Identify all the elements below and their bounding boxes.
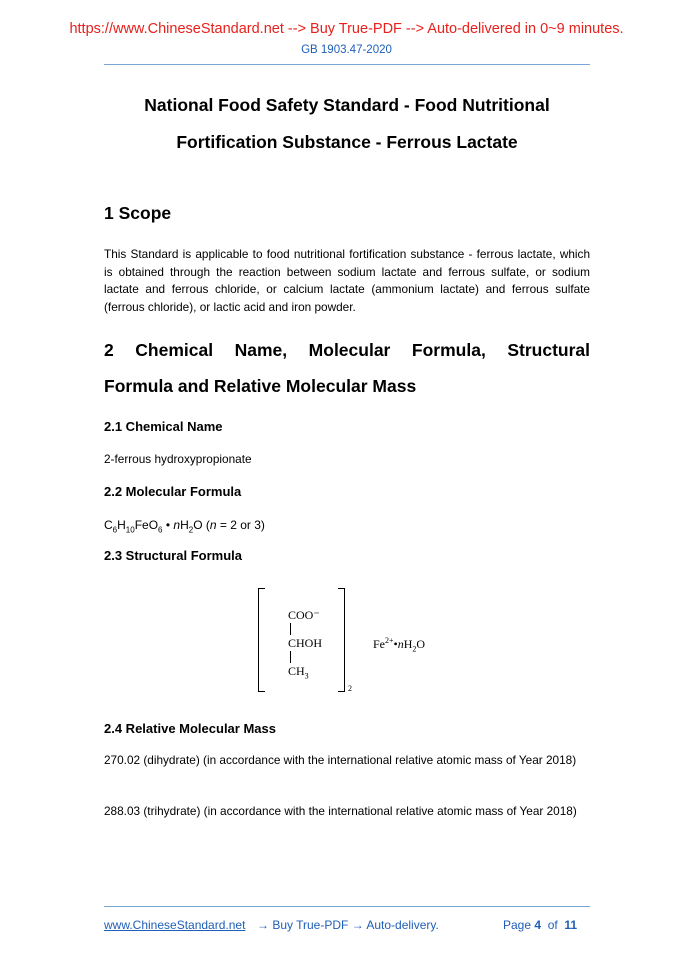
chemical-name: 2-ferrous hydroxypropionate	[104, 452, 252, 466]
bracket-subscript: 2	[348, 684, 352, 693]
bond-2	[290, 651, 291, 663]
section-2-3-heading: 2.3 Structural Formula	[104, 548, 242, 563]
section-2-heading-line2: Formula and Relative Molecular Mass	[104, 376, 417, 396]
standard-code: GB 1903.47-2020	[301, 44, 392, 56]
section-2-1-heading: 2.1 Chemical Name	[104, 419, 223, 434]
bond-1	[290, 623, 291, 635]
left-bracket	[258, 588, 265, 692]
section-2-4-heading: 2.4 Relative Molecular Mass	[104, 721, 276, 736]
molecular-mass-dihydrate: 270.02 (dihydrate) (in accordance with the international relative atomic mass of Year 2018)	[104, 753, 577, 767]
header-banner[interactable]: https://www.ChineseStandard.net --> Buy True-PDF --> Auto-delivered in 0~9 minutes.	[69, 21, 624, 37]
formula-chohgroup: CHOH	[288, 636, 323, 650]
section-1-body: This Standard is applicable to food nutritional fortification substance - ferrous lactate, which is obtained through the reaction between sodium lactate and ferrous sulfate, or sodium lactate and ferrous chloride, or calcium lactate (ammonium lactate) and ferrous sulfate (ferrous chloride), or lactic acid and iron powder.	[104, 247, 590, 314]
molecular-formula: $C_6H_{10}FeO_6$ • $nH_2O$ (n = 2 or 3)	[104, 518, 265, 535]
document-title-line1: National Food Safety Standard - Food Nutritional	[144, 95, 550, 115]
section-1-heading: 1 Scope	[104, 203, 172, 223]
molecular-mass-trihydrate: 288.03 (trihydrate) (in accordance with the international relative atomic mass of Year 2018)	[104, 804, 577, 818]
right-bracket	[338, 588, 345, 692]
structural-formula	[255, 585, 455, 695]
section-2-heading-line1: 2 Chemical Name, Molecular Formula, Structural	[104, 340, 590, 360]
footer-rule	[104, 906, 590, 907]
formula-carboxylate: COO⁻	[288, 608, 320, 622]
header-rule	[104, 64, 590, 65]
footer-delivery-text: → Buy True-PDF → Auto-delivery.	[257, 918, 439, 932]
formula-methyl: $CH_3$	[288, 664, 309, 681]
document-title-line2: Fortification Substance - Ferrous Lactate	[176, 132, 518, 152]
page-number: Page 4 of 11	[503, 918, 578, 932]
section-2-2-heading: 2.2 Molecular Formula	[104, 484, 242, 499]
formula-iron-hydrate: $Fe^{2+}•nH_2O$	[373, 636, 426, 654]
footer-link[interactable]: www.ChineseStandard.net	[104, 918, 246, 932]
